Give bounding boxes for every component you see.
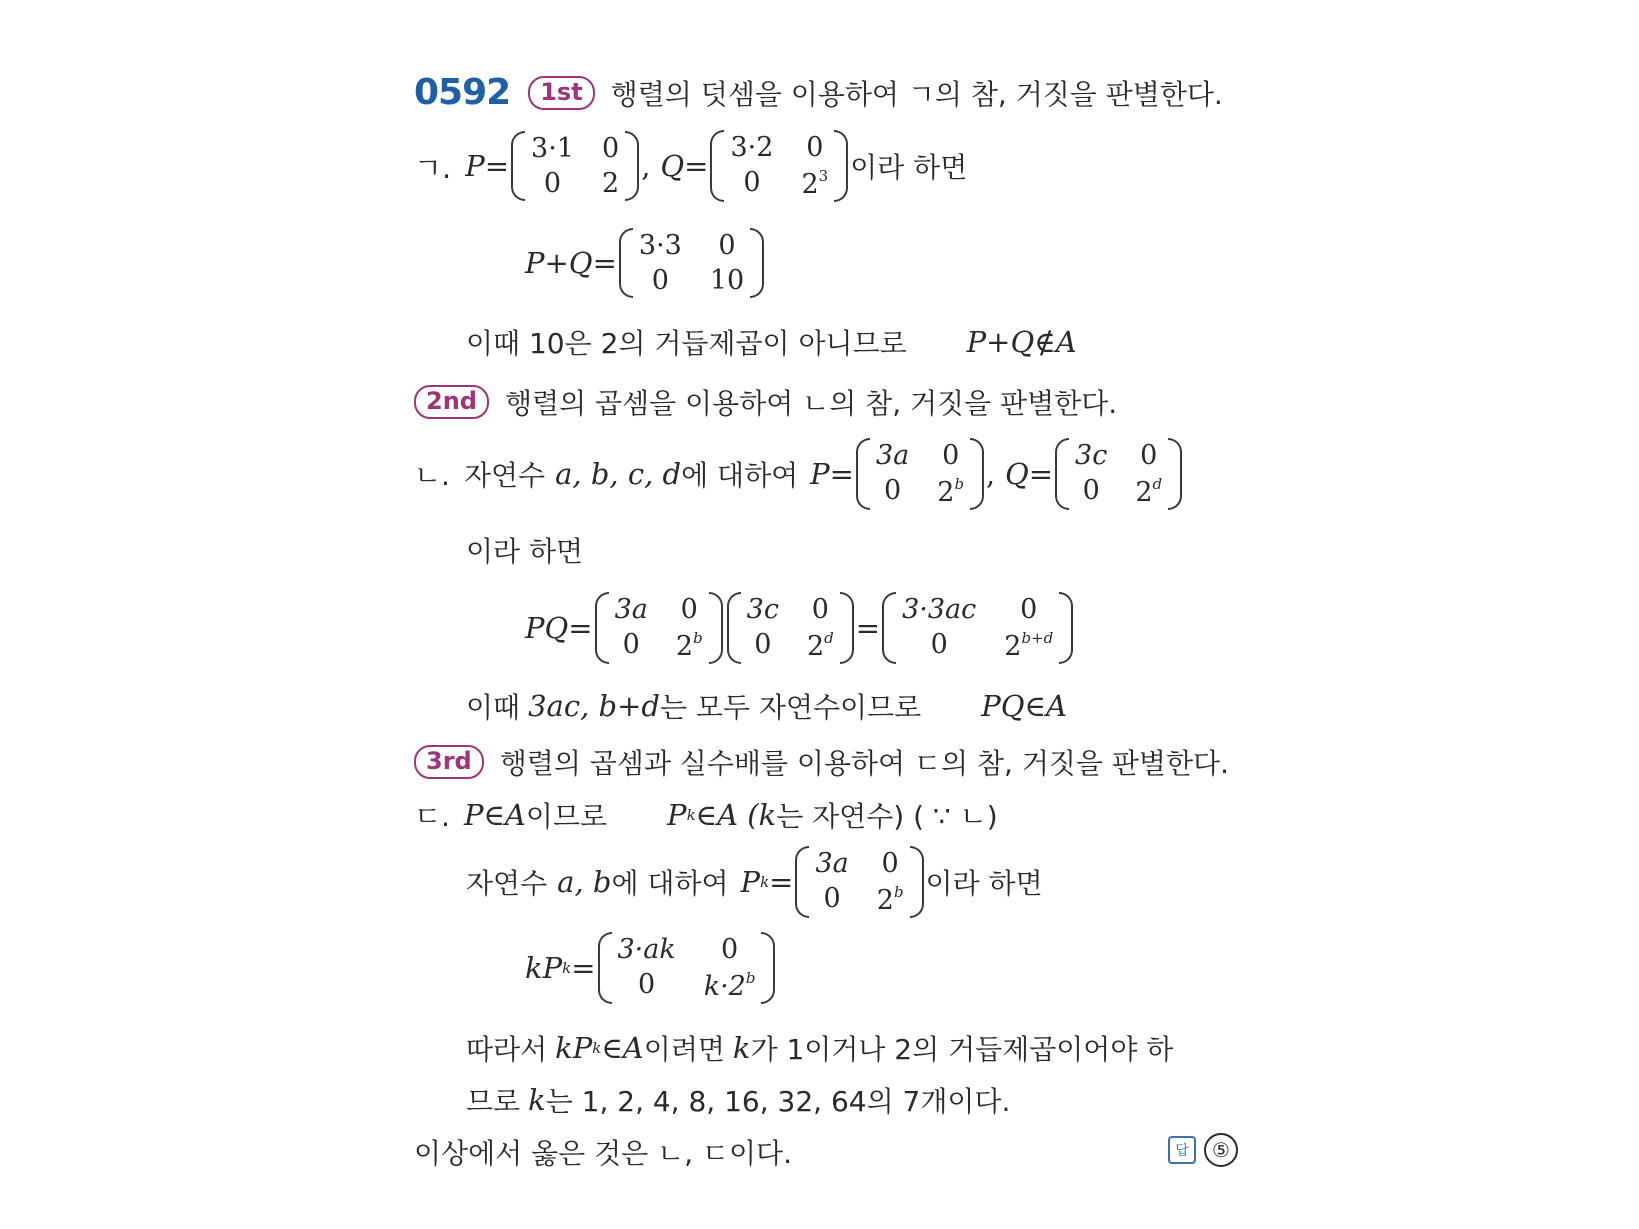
step-3-header <box>414 742 1229 782</box>
summary: 이상에서 옳은 것은 ㄴ, ㄷ이다. <box>414 1137 792 1170</box>
step-2-header <box>414 382 1117 422</box>
sum-equation: P+Q= 3·3 0 0 10 <box>525 228 766 298</box>
step-badge-2nd: 2nd <box>414 385 489 419</box>
matrix-p: 3·1 0 0 2 <box>511 131 639 201</box>
step-badge-3rd: 3rd <box>414 745 484 779</box>
answer-icon: 답 <box>1168 1136 1196 1164</box>
matrix-product: 3·3ac 0 0 $2^{b+d}$ <box>882 592 1073 664</box>
problem-header <box>414 72 1223 113</box>
matrix-sum: 3·3 0 0 10 <box>619 228 764 298</box>
step-badge-1st: 1st <box>528 76 594 110</box>
part-c-final-2: 므로 k 는 1, 2, 4, 8, 16, 32, 64의 7개이다. <box>466 1083 1011 1118</box>
part-a-label: ㄱ. <box>414 150 452 185</box>
part-a-conclusion: 이때 10은 2의 거듭제곱이 아니므로 P+Q∉A <box>466 325 1077 360</box>
step-2-text: 행렬의 곱셈을 이용하여 ㄴ의 참, 거짓을 판별한다. <box>504 387 1118 420</box>
matrix-kpk: 3·ak 0 0 $k\cdot 2^b$ <box>598 932 776 1004</box>
answer <box>1168 1133 1238 1167</box>
step-3-text: 행렬의 곱셈과 실수배를 이용하여 ㄷ의 참, 거짓을 판별한다. <box>499 747 1229 780</box>
part-b-tail: 이라 하면 <box>466 535 584 568</box>
product-equation: PQ= 3a 0 0 2$^b$ 3c 0 0 2$^d$ = 3·3ac 0 0 $2^{b+d}$ <box>525 592 1075 664</box>
part-b-definition: ㄴ. 자연수 a, b, c, d 에 대하여 P= 3a 0 0 2$^b$ , Q= 3c 0 0 2$^d$ <box>414 438 1184 510</box>
part-c-final-1: 따라서 kP k ∈A 이려면 k 가 1이거나 2의 거듭제곱이어야 하 <box>466 1031 1174 1066</box>
matrix-q-b: 3c 0 0 2$^d$ <box>1055 438 1182 510</box>
q-lhs: Q= <box>660 149 709 183</box>
matrix-p-b: 3a 0 0 2$^b$ <box>856 438 984 510</box>
matrix-q: 3·2 0 0 $2^3$ <box>710 130 848 202</box>
problem-number: 0592 <box>414 72 511 113</box>
kpk-equation: kP k = 3·ak 0 0 $k\cdot 2^b$ <box>525 932 777 1004</box>
matrix-q-factor: 3c 0 0 2$^d$ <box>727 592 854 664</box>
part-a-tail: 이라 하면 <box>850 151 968 184</box>
step-1-text: 행렬의 덧셈을 이용하여 ㄱ의 참, 거짓을 판별한다. <box>610 77 1223 111</box>
matrix-p-k: 3a 0 0 2$^b$ <box>795 846 923 918</box>
part-a-definition: ㄱ. P= 3·1 0 0 2 , Q= 3·2 0 0 $2^3$ 이라 하면 <box>414 132 968 200</box>
answer-value: ⑤ <box>1204 1133 1238 1167</box>
matrix-p-factor: 3a 0 0 2$^b$ <box>595 592 723 664</box>
part-b-conclusion: 이때 3ac, b+d 는 모두 자연수이므로 PQ∈A <box>466 689 1067 724</box>
p-lhs: P= <box>465 149 510 183</box>
part-c-line-2: 자연수 a, b 에 대하여 P k = 3a 0 0 2$^b$ 이라 하면 <box>466 848 1043 916</box>
part-c-line-1: ㄷ. P∈A 이므로 P k ∈A ( k 는 자연수) ( ∵ ㄴ) <box>414 798 998 833</box>
